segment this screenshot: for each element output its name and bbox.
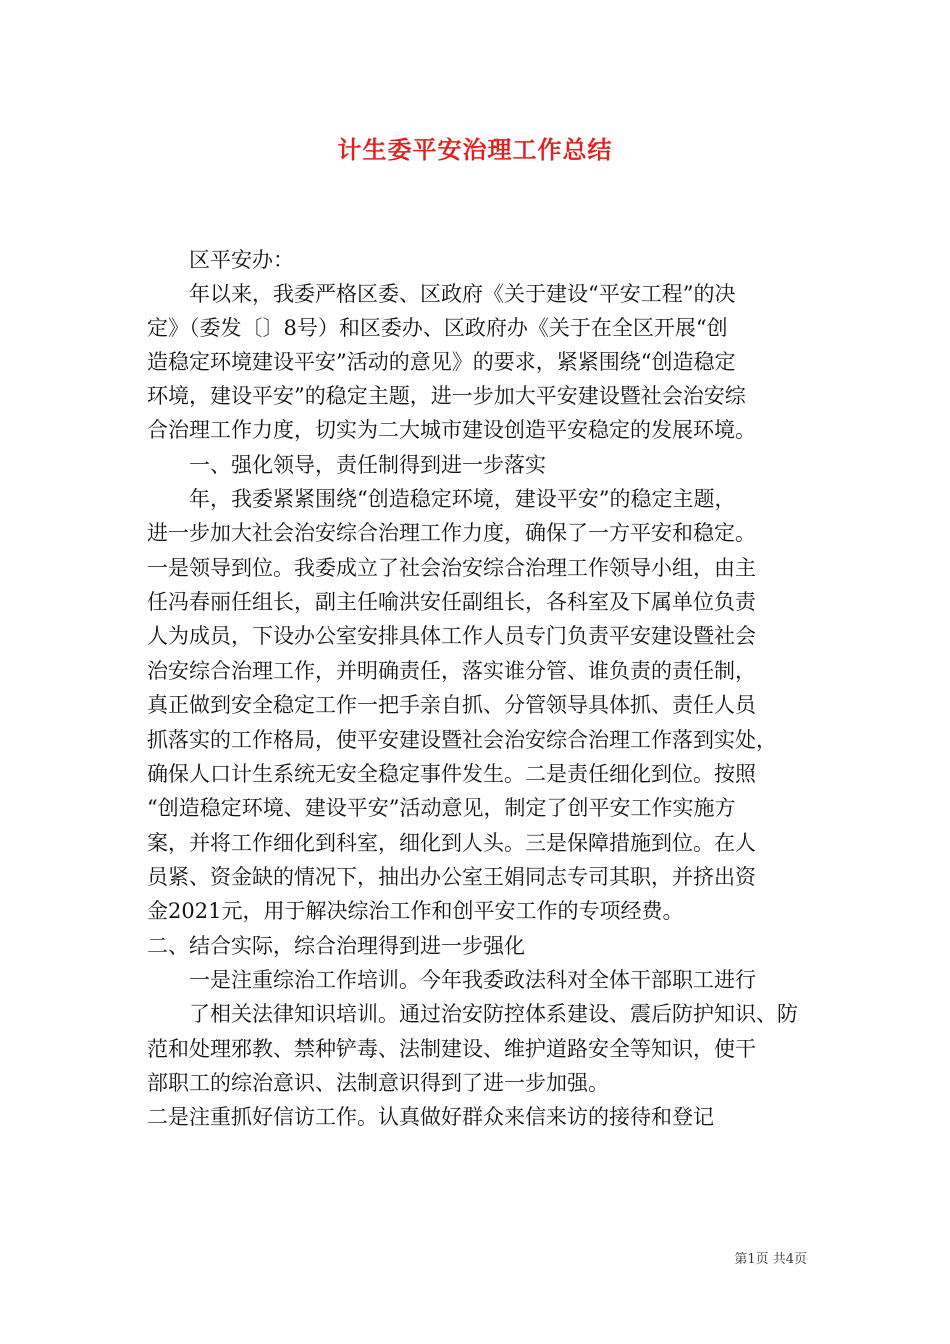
body-line: 确保人口计生系统无安全稳定事件发生。二是责任细化到位。按照 [147,762,756,786]
body-line: 定》（委发〔〕8号）和区委办、区政府办《关于在全区开展“创 [147,316,728,340]
section-heading: 一是注重综治工作培训。今年我委政法科对全体干部职工进行 [189,968,756,992]
body-line: 范和处理邪教、禁种铲毒、法制建设、维护道路安全等知识，使干 [147,1037,756,1061]
body-line: 金2021元，用于解决综治工作和创平安工作的专项经费。 [147,899,684,923]
body-line: 员紧、资金缺的情况下，抽出办公室王娟同志专司其职，并挤出资 [147,865,756,889]
body-line: 真正做到安全稳定工作一把手亲自抓、分管领导具体抓、责任人员 [147,693,756,717]
body-line: 部职工的综治意识、法制意识得到了进一步加强。 [147,1071,609,1095]
body-line: 年以来，我委严格区委、区政府《关于建设“平安工程”的决 [189,282,736,306]
body-line: “创造稳定环境、建设平安”活动意见，制定了创平安工作实施方 [147,796,736,820]
body-line: 二、结合实际，综合治理得到进一步强化 [147,934,525,958]
body-line: 合治理工作力度，切实为二大城市建设创造平安稳定的发展环境。 [147,418,756,442]
body-line: 二是注重抓好信访工作。认真做好群众来信来访的接待和登记 [147,1105,714,1129]
body-line: 一是领导到位。我委成立了社会治安综合治理工作领导小组，由主 [147,556,756,580]
body-line: 了相关法律知识培训。通过治安防控体系建设、震后防护知识、防 [189,1002,798,1026]
page-number: 第1页 共4页 [734,1252,807,1267]
body-line: 抓落实的工作格局，使平安建设暨社会治安综合治理工作落到实处， [147,728,777,752]
body-line: 年，我委紧紧围绕“创造稳定环境，建设平安”的稳定主题， [189,487,736,511]
body-line: 任冯春丽任组长，副主任喻洪安任副组长，各科室及下属单位负责 [147,590,756,614]
section-heading: 一、强化领导，责任制得到进一步落实 [189,453,546,477]
body-line: 造稳定环境建设平安”活动的意见》的要求，紧紧围绕“创造稳定 [147,350,736,374]
body-line: 治安综合治理工作，并明确责任，落实谁分管、谁负责的责任制， [147,659,756,683]
page-title: 计生委平安治理工作总结 [337,135,613,164]
body-line: 环境，建设平安”的稳定主题，进一步加大平安建设暨社会治安综 [147,384,746,408]
body-line: 案，并将工作细化到科室，细化到人头。三是保障措施到位。在人 [147,831,756,855]
body-line: 进一步加大社会治安综合治理工作力度，确保了一方平安和稳定。 [147,521,756,545]
salutation-line: 区平安办： [189,248,294,272]
body-line: 人为成员，下设办公室安排具体工作人员专门负责平安建设暨社会 [147,624,756,648]
